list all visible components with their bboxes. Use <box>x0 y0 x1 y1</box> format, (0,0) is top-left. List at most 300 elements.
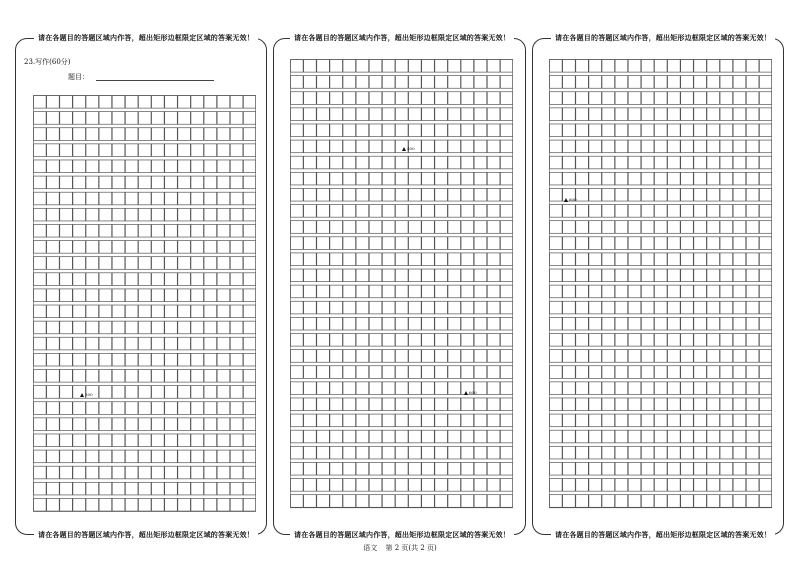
grid-cell[interactable] <box>191 321 204 334</box>
grid-cell[interactable] <box>86 498 99 511</box>
grid-cell[interactable] <box>178 386 191 399</box>
grid-cell[interactable] <box>34 353 47 366</box>
grid-cell[interactable] <box>304 382 317 395</box>
grid-cell[interactable] <box>217 224 230 237</box>
grid-cell[interactable] <box>178 418 191 431</box>
grid-cell[interactable] <box>382 60 395 73</box>
grid-cell[interactable] <box>86 144 99 157</box>
grid-cell[interactable] <box>204 466 217 479</box>
grid-cell[interactable] <box>641 92 654 105</box>
grid-cell[interactable] <box>628 366 641 379</box>
grid-cell[interactable] <box>720 269 733 282</box>
grid-cell[interactable] <box>641 350 654 363</box>
grid-cell[interactable] <box>461 301 474 314</box>
grid-cell[interactable] <box>707 382 720 395</box>
grid-cell[interactable] <box>435 188 448 201</box>
grid-cell[interactable] <box>668 237 681 250</box>
grid-cell[interactable] <box>668 92 681 105</box>
grid-cell[interactable] <box>681 334 694 347</box>
grid-cell[interactable] <box>448 285 461 298</box>
grid-cell[interactable] <box>178 289 191 302</box>
grid-cell[interactable] <box>487 334 500 347</box>
grid-cell[interactable] <box>435 60 448 73</box>
grid-cell[interactable] <box>86 112 99 125</box>
grid-cell[interactable] <box>409 253 422 266</box>
grid-cell[interactable] <box>681 237 694 250</box>
grid-cell[interactable] <box>73 337 86 350</box>
grid-cell[interactable] <box>178 482 191 495</box>
grid-cell[interactable] <box>615 350 628 363</box>
grid-cell[interactable] <box>73 305 86 318</box>
grid-cell[interactable] <box>165 386 178 399</box>
grid-cell[interactable] <box>487 285 500 298</box>
grid-cell[interactable] <box>217 450 230 463</box>
grid-cell[interactable] <box>138 434 151 447</box>
grid-cell[interactable] <box>230 353 243 366</box>
grid-cell[interactable] <box>641 398 654 411</box>
grid-cell[interactable] <box>165 321 178 334</box>
grid-cell[interactable] <box>343 140 356 153</box>
grid-cell[interactable] <box>243 402 256 415</box>
grid-cell[interactable] <box>409 285 422 298</box>
grid-cell[interactable] <box>500 253 513 266</box>
writing-grid-3[interactable] <box>549 59 772 519</box>
grid-cell[interactable] <box>474 205 487 218</box>
grid-cell[interactable] <box>654 430 667 443</box>
grid-cell[interactable] <box>589 414 602 427</box>
grid-cell[interactable] <box>317 414 330 427</box>
grid-cell[interactable] <box>191 466 204 479</box>
grid-cell[interactable] <box>60 128 73 141</box>
grid-cell[interactable] <box>641 462 654 475</box>
grid-cell[interactable] <box>343 462 356 475</box>
grid-cell[interactable] <box>409 430 422 443</box>
grid-cell[interactable] <box>422 350 435 363</box>
grid-cell[interactable] <box>733 108 746 121</box>
grid-cell[interactable] <box>243 96 256 109</box>
grid-cell[interactable] <box>395 253 408 266</box>
grid-cell[interactable] <box>343 446 356 459</box>
grid-cell[interactable] <box>707 60 720 73</box>
grid-cell[interactable] <box>343 350 356 363</box>
grid-cell[interactable] <box>733 92 746 105</box>
grid-cell[interactable] <box>422 495 435 508</box>
grid-cell[interactable] <box>550 140 563 153</box>
grid-cell[interactable] <box>99 176 112 189</box>
grid-cell[interactable] <box>759 188 772 201</box>
grid-cell[interactable] <box>628 221 641 234</box>
grid-cell[interactable] <box>125 482 138 495</box>
grid-cell[interactable] <box>668 479 681 492</box>
grid-cell[interactable] <box>369 495 382 508</box>
grid-cell[interactable] <box>99 128 112 141</box>
grid-cell[interactable] <box>615 446 628 459</box>
grid-cell[interactable] <box>641 140 654 153</box>
grid-cell[interactable] <box>654 285 667 298</box>
grid-cell[interactable] <box>243 482 256 495</box>
grid-cell[interactable] <box>330 108 343 121</box>
grid-cell[interactable] <box>694 334 707 347</box>
grid-cell[interactable] <box>500 366 513 379</box>
grid-cell[interactable] <box>165 241 178 254</box>
grid-cell[interactable] <box>759 124 772 137</box>
grid-cell[interactable] <box>165 160 178 173</box>
grid-cell[interactable] <box>382 479 395 492</box>
grid-cell[interactable] <box>34 112 47 125</box>
grid-cell[interactable] <box>422 140 435 153</box>
grid-cell[interactable] <box>422 430 435 443</box>
grid-cell[interactable] <box>550 414 563 427</box>
grid-cell[interactable] <box>317 366 330 379</box>
grid-cell[interactable] <box>615 124 628 137</box>
grid-cell[interactable] <box>733 317 746 330</box>
grid-cell[interactable] <box>681 140 694 153</box>
grid-cell[interactable] <box>474 495 487 508</box>
grid-cell[interactable] <box>369 398 382 411</box>
grid-cell[interactable] <box>759 76 772 89</box>
grid-cell[interactable] <box>720 398 733 411</box>
grid-cell[interactable] <box>500 156 513 169</box>
grid-cell[interactable] <box>317 350 330 363</box>
grid-cell[interactable] <box>73 128 86 141</box>
grid-cell[interactable] <box>138 466 151 479</box>
grid-cell[interactable] <box>291 462 304 475</box>
grid-cell[interactable] <box>99 144 112 157</box>
grid-cell[interactable] <box>304 495 317 508</box>
writing-grid-2[interactable] <box>290 59 513 519</box>
grid-cell[interactable] <box>615 140 628 153</box>
grid-cell[interactable] <box>641 414 654 427</box>
grid-cell[interactable] <box>138 208 151 221</box>
grid-cell[interactable] <box>369 92 382 105</box>
grid-cell[interactable] <box>474 237 487 250</box>
grid-cell[interactable] <box>152 434 165 447</box>
grid-cell[interactable] <box>563 495 576 508</box>
grid-cell[interactable] <box>746 253 759 266</box>
grid-cell[interactable] <box>343 92 356 105</box>
grid-cell[interactable] <box>733 382 746 395</box>
grid-cell[interactable] <box>409 221 422 234</box>
grid-cell[interactable] <box>395 430 408 443</box>
grid-cell[interactable] <box>60 208 73 221</box>
grid-cell[interactable] <box>217 128 230 141</box>
grid-cell[interactable] <box>746 462 759 475</box>
grid-cell[interactable] <box>720 221 733 234</box>
grid-cell[interactable] <box>746 414 759 427</box>
grid-cell[interactable] <box>86 241 99 254</box>
grid-cell[interactable] <box>681 479 694 492</box>
grid-cell[interactable] <box>602 301 615 314</box>
grid-cell[interactable] <box>152 353 165 366</box>
grid-cell[interactable] <box>99 273 112 286</box>
grid-cell[interactable] <box>422 285 435 298</box>
grid-cell[interactable] <box>204 418 217 431</box>
grid-cell[interactable] <box>395 398 408 411</box>
grid-cell[interactable] <box>317 317 330 330</box>
grid-cell[interactable] <box>217 241 230 254</box>
grid-cell[interactable] <box>152 482 165 495</box>
grid-cell[interactable] <box>654 156 667 169</box>
grid-cell[interactable] <box>707 414 720 427</box>
grid-cell[interactable] <box>448 92 461 105</box>
grid-cell[interactable] <box>369 430 382 443</box>
grid-cell[interactable] <box>668 108 681 121</box>
grid-cell[interactable] <box>178 128 191 141</box>
grid-cell[interactable] <box>681 285 694 298</box>
grid-cell[interactable] <box>448 366 461 379</box>
grid-cell[interactable] <box>230 482 243 495</box>
grid-cell[interactable] <box>589 430 602 443</box>
grid-cell[interactable] <box>165 450 178 463</box>
grid-cell[interactable] <box>448 301 461 314</box>
grid-cell[interactable] <box>152 112 165 125</box>
grid-cell[interactable] <box>550 92 563 105</box>
grid-cell[interactable] <box>191 192 204 205</box>
grid-cell[interactable] <box>694 108 707 121</box>
grid-cell[interactable] <box>73 466 86 479</box>
grid-cell[interactable] <box>356 156 369 169</box>
grid-cell[interactable] <box>602 124 615 137</box>
grid-cell[interactable] <box>435 382 448 395</box>
grid-cell[interactable] <box>681 430 694 443</box>
grid-cell[interactable] <box>720 366 733 379</box>
grid-cell[interactable] <box>500 172 513 185</box>
grid-cell[interactable] <box>500 285 513 298</box>
grid-cell[interactable] <box>73 450 86 463</box>
grid-cell[interactable] <box>86 434 99 447</box>
grid-cell[interactable] <box>422 124 435 137</box>
grid-cell[interactable] <box>474 285 487 298</box>
grid-cell[interactable] <box>191 370 204 383</box>
grid-cell[interactable] <box>694 237 707 250</box>
grid-cell[interactable] <box>356 269 369 282</box>
grid-cell[interactable] <box>356 317 369 330</box>
grid-cell[interactable] <box>47 128 60 141</box>
grid-cell[interactable] <box>178 498 191 511</box>
grid-cell[interactable] <box>60 402 73 415</box>
grid-cell[interactable] <box>356 479 369 492</box>
grid-cell[interactable] <box>291 366 304 379</box>
grid-cell[interactable] <box>707 350 720 363</box>
grid-cell[interactable] <box>191 386 204 399</box>
grid-cell[interactable] <box>395 221 408 234</box>
grid-cell[interactable] <box>47 273 60 286</box>
grid-cell[interactable] <box>448 221 461 234</box>
grid-cell[interactable] <box>356 285 369 298</box>
grid-cell[interactable] <box>654 398 667 411</box>
grid-cell[interactable] <box>422 269 435 282</box>
grid-cell[interactable] <box>356 334 369 347</box>
grid-cell[interactable] <box>291 382 304 395</box>
grid-cell[interactable] <box>487 188 500 201</box>
grid-cell[interactable] <box>317 382 330 395</box>
grid-cell[interactable] <box>317 301 330 314</box>
grid-cell[interactable] <box>487 269 500 282</box>
grid-cell[interactable] <box>152 305 165 318</box>
grid-cell[interactable] <box>230 434 243 447</box>
grid-cell[interactable] <box>243 224 256 237</box>
grid-cell[interactable] <box>435 430 448 443</box>
grid-cell[interactable] <box>576 205 589 218</box>
grid-cell[interactable] <box>409 382 422 395</box>
grid-cell[interactable] <box>86 160 99 173</box>
grid-cell[interactable] <box>654 350 667 363</box>
grid-cell[interactable] <box>343 317 356 330</box>
grid-cell[interactable] <box>125 192 138 205</box>
grid-cell[interactable] <box>707 366 720 379</box>
grid-cell[interactable] <box>34 128 47 141</box>
grid-cell[interactable] <box>34 208 47 221</box>
grid-cell[interactable] <box>707 495 720 508</box>
grid-cell[interactable] <box>178 257 191 270</box>
grid-cell[interactable] <box>382 188 395 201</box>
grid-cell[interactable] <box>317 205 330 218</box>
grid-cell[interactable] <box>330 285 343 298</box>
grid-cell[interactable] <box>720 140 733 153</box>
grid-cell[interactable] <box>589 172 602 185</box>
grid-cell[interactable] <box>395 124 408 137</box>
grid-cell[interactable] <box>112 321 125 334</box>
grid-cell[interactable] <box>422 414 435 427</box>
grid-cell[interactable] <box>487 446 500 459</box>
grid-cell[interactable] <box>694 285 707 298</box>
grid-cell[interactable] <box>152 466 165 479</box>
grid-cell[interactable] <box>112 402 125 415</box>
grid-cell[interactable] <box>112 434 125 447</box>
grid-cell[interactable] <box>304 188 317 201</box>
grid-cell[interactable] <box>563 76 576 89</box>
grid-cell[interactable] <box>654 221 667 234</box>
grid-cell[interactable] <box>550 317 563 330</box>
grid-cell[interactable] <box>395 334 408 347</box>
grid-cell[interactable] <box>563 462 576 475</box>
grid-cell[interactable] <box>317 221 330 234</box>
grid-cell[interactable] <box>86 257 99 270</box>
grid-cell[interactable] <box>602 172 615 185</box>
grid-cell[interactable] <box>707 253 720 266</box>
grid-cell[interactable] <box>589 462 602 475</box>
grid-cell[interactable] <box>409 269 422 282</box>
grid-cell[interactable] <box>204 450 217 463</box>
grid-cell[interactable] <box>86 192 99 205</box>
grid-cell[interactable] <box>461 495 474 508</box>
grid-cell[interactable] <box>602 269 615 282</box>
grid-cell[interactable] <box>474 350 487 363</box>
grid-cell[interactable] <box>615 301 628 314</box>
grid-cell[interactable] <box>356 221 369 234</box>
grid-cell[interactable] <box>243 370 256 383</box>
grid-cell[interactable] <box>356 92 369 105</box>
grid-cell[interactable] <box>138 498 151 511</box>
grid-cell[interactable] <box>628 76 641 89</box>
grid-cell[interactable] <box>191 273 204 286</box>
grid-cell[interactable] <box>602 350 615 363</box>
grid-cell[interactable] <box>356 172 369 185</box>
grid-cell[interactable] <box>47 450 60 463</box>
grid-cell[interactable] <box>369 334 382 347</box>
grid-cell[interactable] <box>330 60 343 73</box>
grid-cell[interactable] <box>86 353 99 366</box>
grid-cell[interactable] <box>487 301 500 314</box>
grid-cell[interactable] <box>243 273 256 286</box>
grid-cell[interactable] <box>291 285 304 298</box>
grid-cell[interactable] <box>628 108 641 121</box>
grid-cell[interactable] <box>448 108 461 121</box>
grid-cell[interactable] <box>60 386 73 399</box>
grid-cell[interactable] <box>461 430 474 443</box>
grid-cell[interactable] <box>589 124 602 137</box>
grid-cell[interactable] <box>230 224 243 237</box>
grid-cell[interactable] <box>746 140 759 153</box>
grid-cell[interactable] <box>500 495 513 508</box>
grid-cell[interactable] <box>628 140 641 153</box>
grid-cell[interactable] <box>291 124 304 137</box>
grid-cell[interactable] <box>204 160 217 173</box>
grid-cell[interactable] <box>733 172 746 185</box>
grid-cell[interactable] <box>576 317 589 330</box>
grid-cell[interactable] <box>707 479 720 492</box>
grid-cell[interactable] <box>641 108 654 121</box>
grid-cell[interactable] <box>330 205 343 218</box>
grid-cell[interactable] <box>343 172 356 185</box>
grid-cell[interactable] <box>654 462 667 475</box>
grid-cell[interactable] <box>304 462 317 475</box>
grid-cell[interactable] <box>435 495 448 508</box>
grid-cell[interactable] <box>369 188 382 201</box>
grid-cell[interactable] <box>654 60 667 73</box>
grid-cell[interactable] <box>746 446 759 459</box>
grid-cell[interactable] <box>356 140 369 153</box>
grid-cell[interactable] <box>47 144 60 157</box>
grid-cell[interactable] <box>589 269 602 282</box>
grid-cell[interactable] <box>112 498 125 511</box>
grid-cell[interactable] <box>589 60 602 73</box>
grid-cell[interactable] <box>550 382 563 395</box>
grid-cell[interactable] <box>550 285 563 298</box>
grid-cell[interactable] <box>99 402 112 415</box>
grid-cell[interactable] <box>654 479 667 492</box>
grid-cell[interactable] <box>628 430 641 443</box>
grid-cell[interactable] <box>681 76 694 89</box>
grid-cell[interactable] <box>99 386 112 399</box>
grid-cell[interactable] <box>409 446 422 459</box>
grid-cell[interactable] <box>165 224 178 237</box>
grid-cell[interactable] <box>602 237 615 250</box>
grid-cell[interactable] <box>112 450 125 463</box>
grid-cell[interactable] <box>615 253 628 266</box>
grid-cell[interactable] <box>602 317 615 330</box>
grid-cell[interactable] <box>112 418 125 431</box>
grid-cell[interactable] <box>330 446 343 459</box>
grid-cell[interactable] <box>73 224 86 237</box>
grid-cell[interactable] <box>191 418 204 431</box>
grid-cell[interactable] <box>60 418 73 431</box>
grid-cell[interactable] <box>291 60 304 73</box>
grid-cell[interactable] <box>563 350 576 363</box>
grid-cell[interactable] <box>448 205 461 218</box>
grid-cell[interactable] <box>125 144 138 157</box>
grid-cell[interactable] <box>73 498 86 511</box>
grid-cell[interactable] <box>759 140 772 153</box>
grid-cell[interactable] <box>343 285 356 298</box>
grid-cell[interactable] <box>138 353 151 366</box>
grid-cell[interactable] <box>125 337 138 350</box>
grid-cell[interactable] <box>317 269 330 282</box>
grid-cell[interactable] <box>746 76 759 89</box>
grid-cell[interactable] <box>733 253 746 266</box>
grid-cell[interactable] <box>343 430 356 443</box>
grid-cell[interactable] <box>47 257 60 270</box>
